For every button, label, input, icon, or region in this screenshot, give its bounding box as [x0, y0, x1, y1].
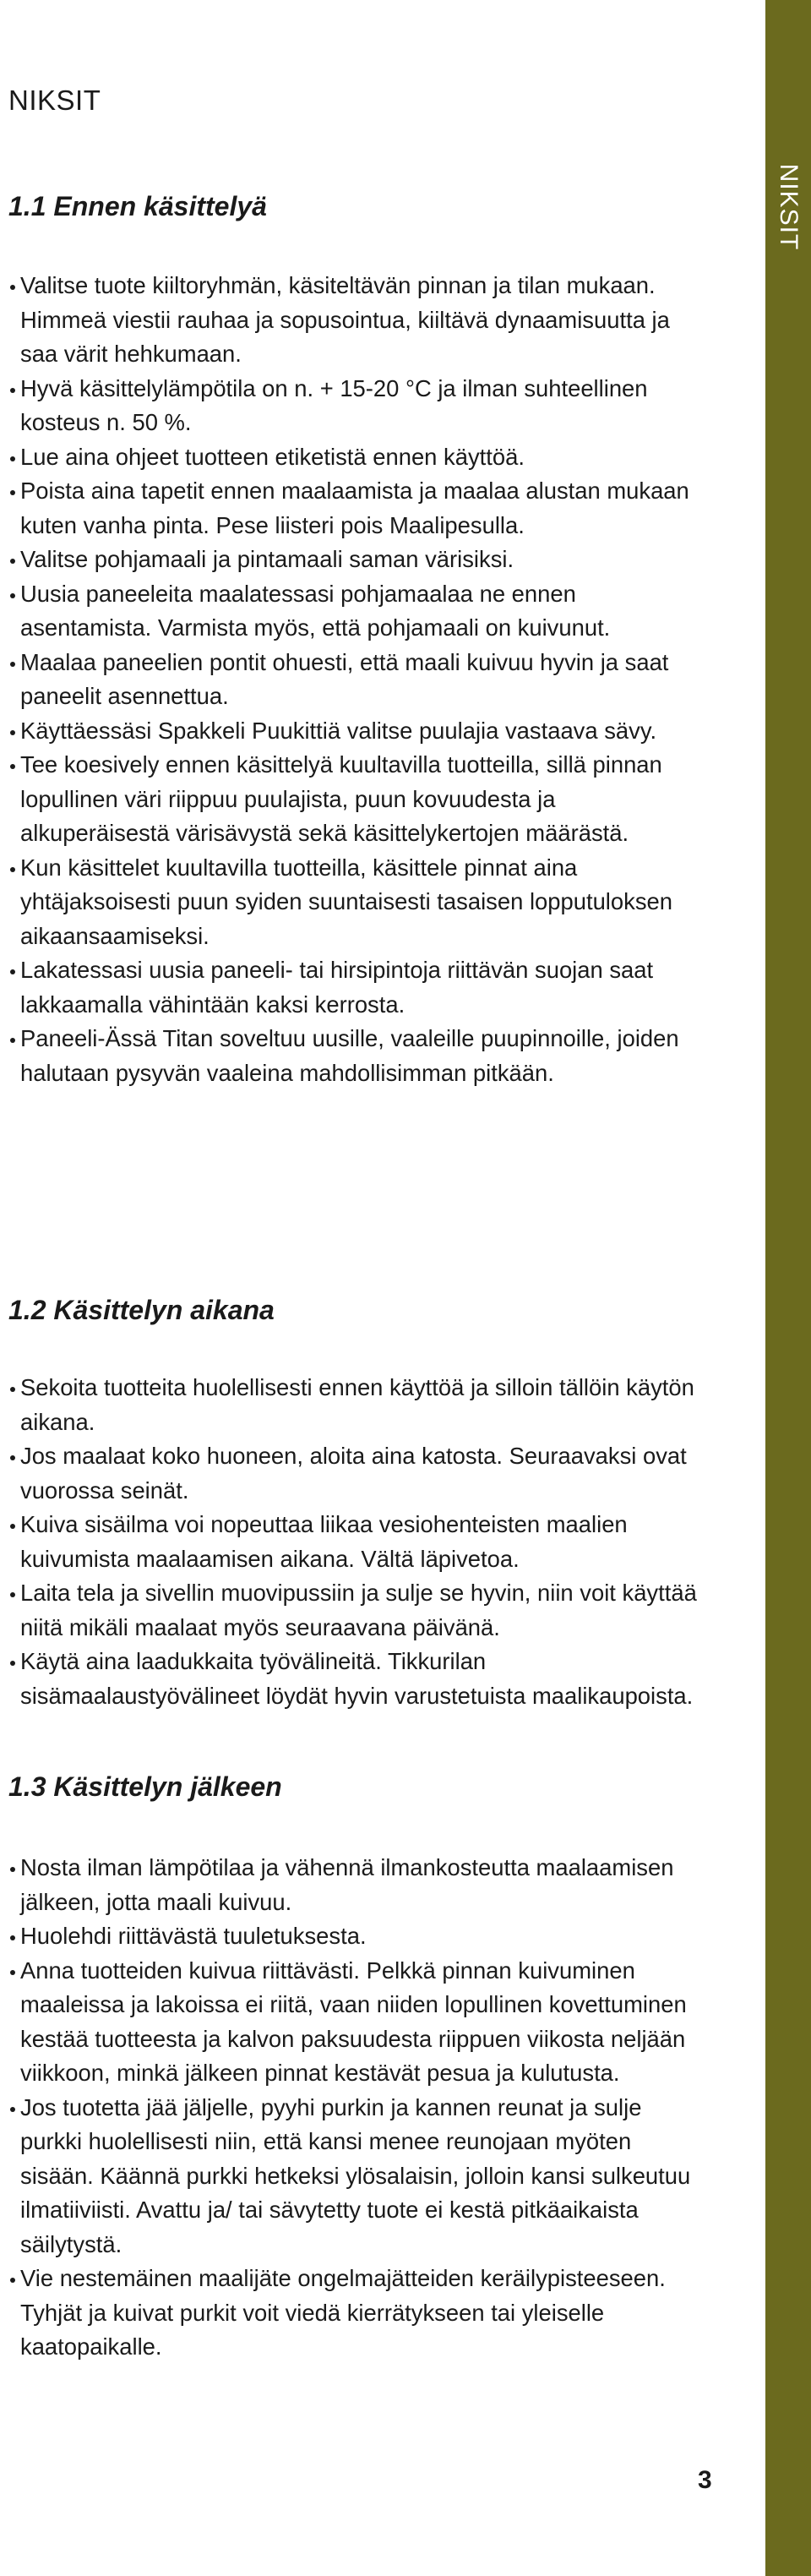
before-list: [8, 269, 705, 1090]
list-item: Lue aina ohjeet tuotteen etiketistä ennen käyttöä.: [8, 440, 705, 475]
list-item: Huolehdi riittävästä tuuletuksesta.: [8, 1919, 705, 1954]
list-item: Anna tuotteiden kuivua riittävästi. Pelkkä pinnan kuivuminen maaleissa ja lakoissa ei riitä, vaan niiden lopullinen kovettuminen kestää tuotteesta ja kalvon paksuudesta riippuen viikosta neljään viikkoon, minkä jälkeen pinnat kestävät pesua ja kulutusta.: [8, 1954, 705, 2091]
list-item: Laita tela ja sivellin muovipussiin ja sulje se hyvin, niin voit käyttää niitä mikäli maalaat myös seuraavana päivänä.: [8, 1576, 705, 1645]
list-item: Paneeli-Ässä Titan soveltuu uusille, vaaleille puupinnoille, joiden halutaan pysyvän vaaleina mahdollisimman pitkään.: [8, 1022, 705, 1090]
section-title-before: 1.1 Ennen käsittelyä: [8, 191, 267, 221]
list-item: Kun käsittelet kuultavilla tuotteilla, käsittele pinnat aina yhtäjaksoisesti puun syiden suuntaisesti tasaisen lopputuloksen aikaansaamiseksi.: [8, 851, 705, 954]
list-item: Käyttäessäsi Spakkeli Puukittiä valitse puulajia vastaava sävy.: [8, 714, 705, 749]
section-title-during: 1.2 Käsittelyn aikana: [8, 1295, 275, 1325]
list-item: Kuiva sisäilma voi nopeuttaa liikaa vesiohenteisten maalien kuivumista maalaamisen aikana. Vältä läpivetoa.: [8, 1508, 705, 1576]
list-item: Jos tuotetta jää jäljelle, pyyhi purkin ja kannen reunat ja sulje purkki huolellisesti niin, että kansi menee reunojaan myöten sisään. Käännä purkki hetkeksi ylösalaisin, jolloin kansi sulkeutuu ilmatiiviisti. Avattu ja/ tai sävytetty tuote ei kestä pitkäaikaista säilytystä.: [8, 2091, 705, 2262]
section-title-after: 1.3 Käsittelyn jälkeen: [8, 1771, 282, 1802]
page-number: 3: [698, 2466, 712, 2494]
sidebar-label-text: NIKSIT: [775, 163, 803, 251]
list-item: Lakatessasi uusia paneeli- tai hirsipintoja riittävän suojan saat lakkaamalla vähintään kaksi kerrosta.: [8, 953, 705, 1022]
sidebar-label: [765, 152, 811, 262]
page-header: NIKSIT: [8, 85, 101, 116]
list-item: Poista aina tapetit ennen maalaamista ja maalaa alustan mukaan kuten vanha pinta. Pese liisteri pois Maalipesulla.: [8, 474, 705, 543]
list-item: Maalaa paneelien pontit ohuesti, että maali kuivuu hyvin ja saat paneelit asennettua.: [8, 646, 705, 714]
sidebar-band: [765, 0, 811, 2576]
list-item: Vie nestemäinen maalijäte ongelmajätteiden keräilypisteeseen. Tyhjät ja kuivat purkit voit viedä kierrätykseen tai yleiselle kaatopaikalle.: [8, 2262, 705, 2365]
list-item: Jos maalaat koko huoneen, aloita aina katosta. Seuraavaksi ovat vuorossa seinät.: [8, 1439, 705, 1508]
during-list: [8, 1371, 705, 1713]
list-item: Nosta ilman lämpötilaa ja vähennä ilmankosteutta maalaamisen jälkeen, jotta maali kuivuu.: [8, 1851, 705, 1919]
list-item: Sekoita tuotteita huolellisesti ennen käyttöä ja silloin tällöin käytön aikana.: [8, 1371, 705, 1439]
list-item: Valitse pohjamaali ja pintamaali saman värisiksi.: [8, 543, 705, 577]
list-item: Uusia paneeleita maalatessasi pohjamaalaa ne ennen asentamista. Varmista myös, että pohjamaali on kuivunut.: [8, 577, 705, 646]
list-item: Tee koesively ennen käsittelyä kuultavilla tuotteilla, sillä pinnan lopullinen väri riippuu puulajista, puun kovuudesta ja alkuperäisestä värisävystä sekä käsittelykertojen määrästä.: [8, 748, 705, 851]
list-item: Käytä aina laadukkaita työvälineitä. Tikkurilan sisämaalaustyövälineet löydät hyvin varustetuista maalikaupoista.: [8, 1645, 705, 1713]
list-item: Valitse tuote kiiltoryhmän, käsiteltävän pinnan ja tilan mukaan. Himmeä viestii rauhaa ja sopusointua, kiiltävä dynaamisuutta ja saa värit hehkumaan.: [8, 269, 705, 372]
after-list: [8, 1851, 705, 2365]
list-item: Hyvä käsittelylämpötila on n. + 15-20 °C ja ilman suhteellinen kosteus n. 50 %.: [8, 372, 705, 440]
